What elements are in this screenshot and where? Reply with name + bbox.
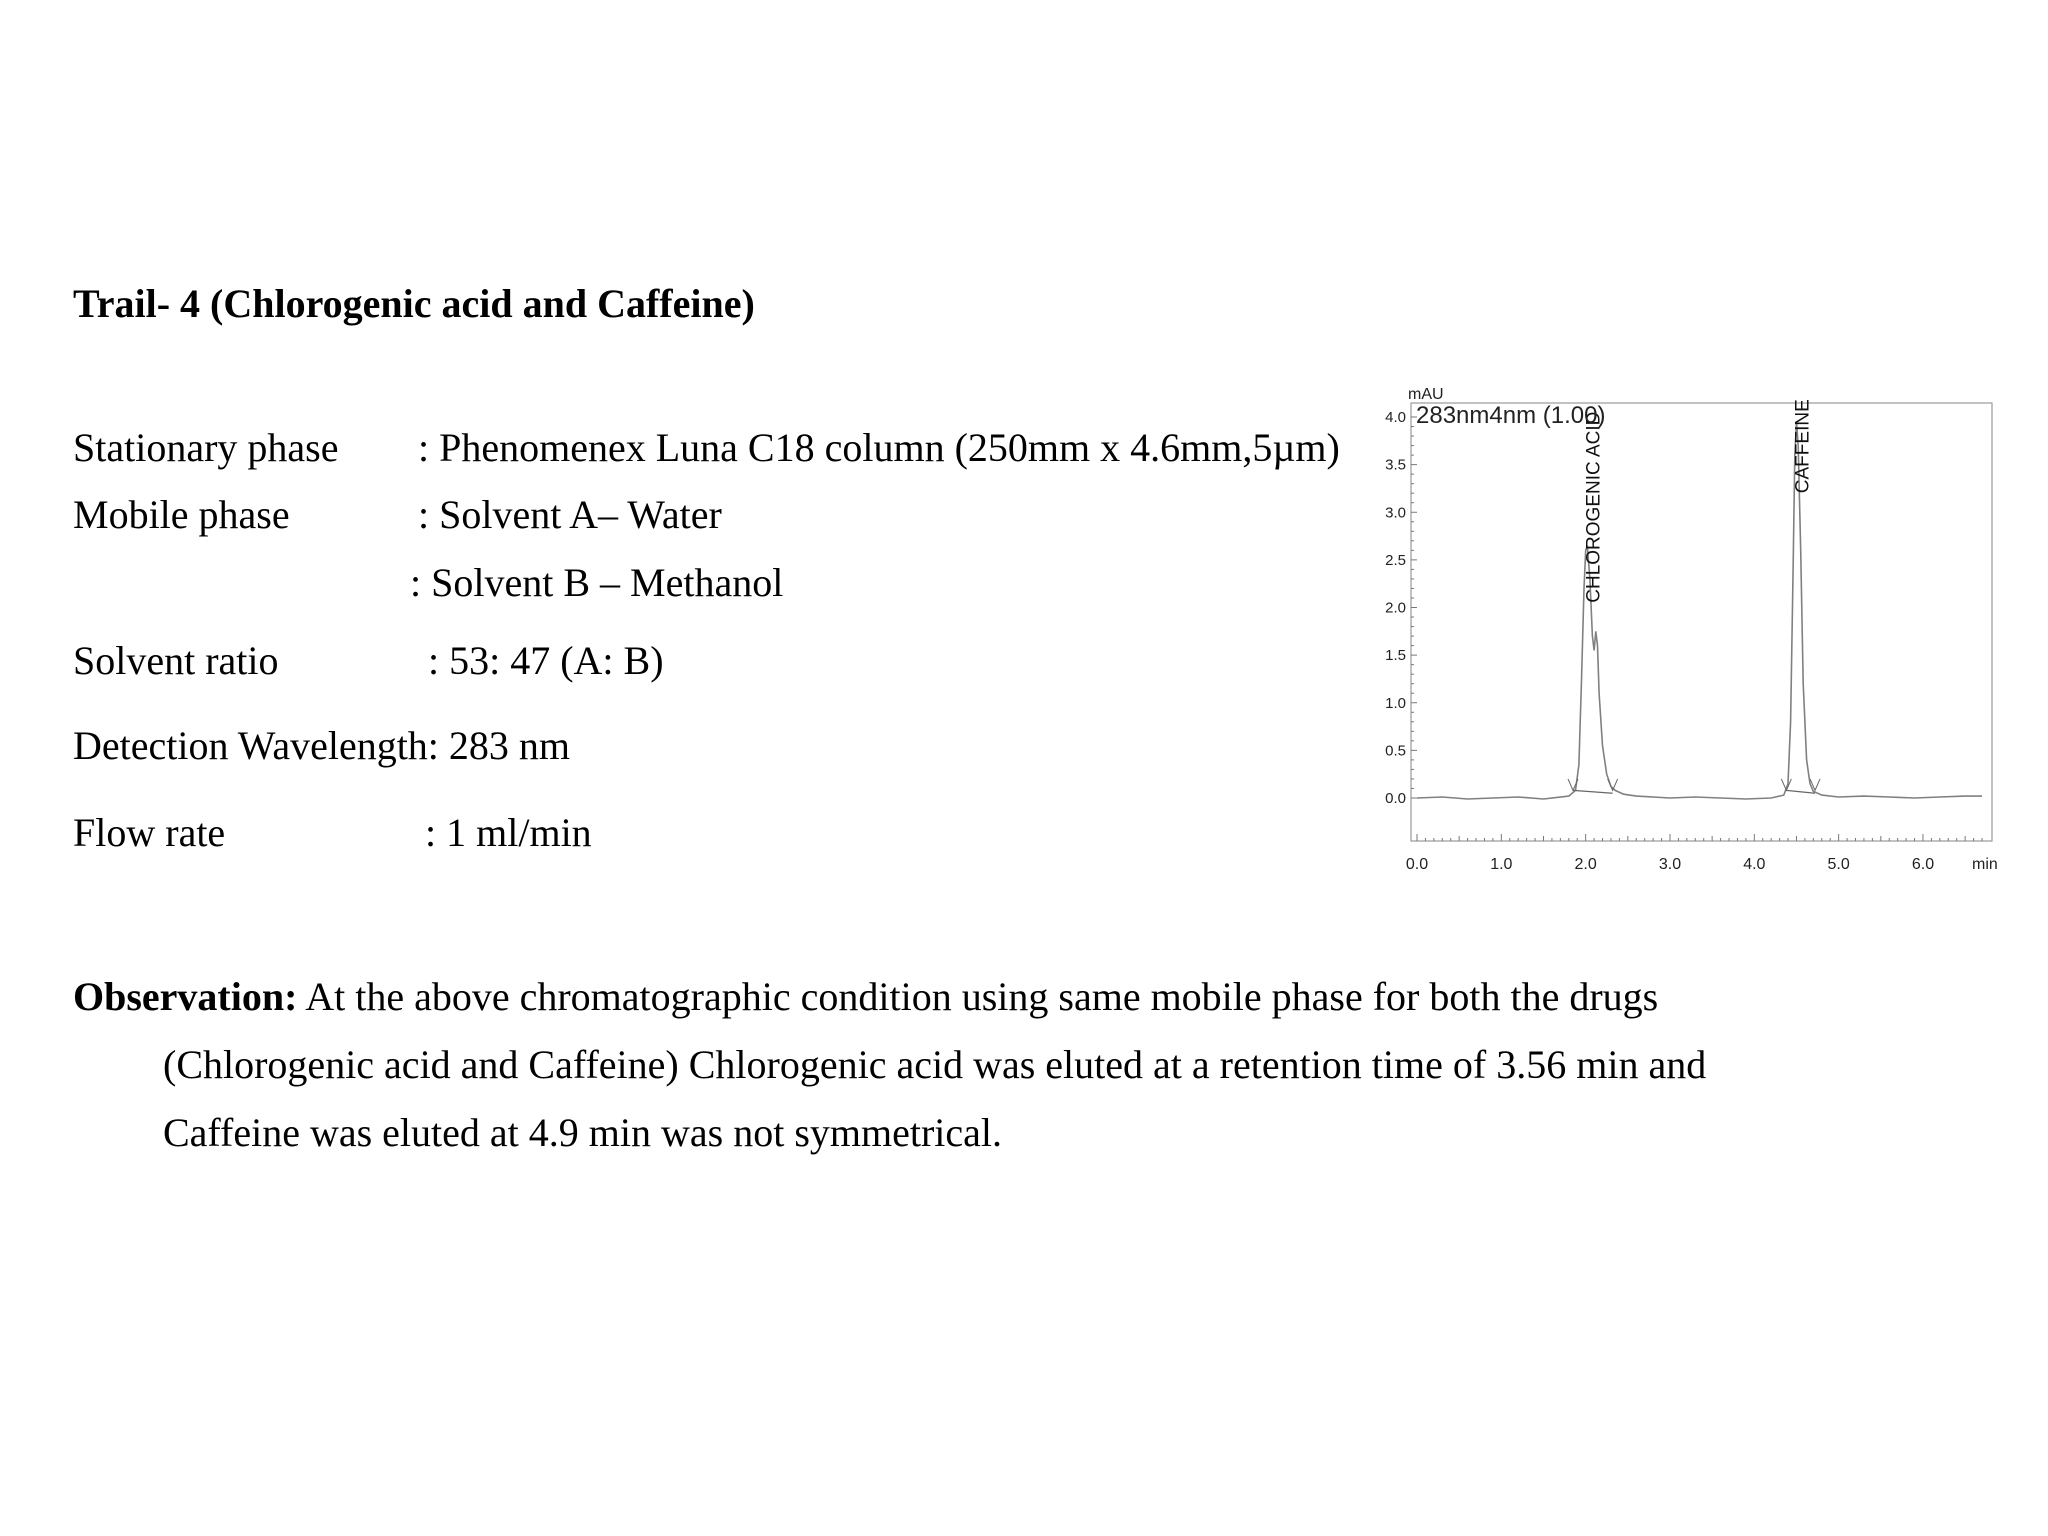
mobile-phase-value-a: : Solvent A– Water <box>418 492 722 537</box>
flow-rate-label: Flow rate <box>73 810 226 855</box>
stationary-phase-label: Stationary phase <box>73 425 339 470</box>
chart-title: 283nm4nm (1.00) <box>1416 402 1606 429</box>
mobile-phase-value-b: : Solvent B – Methanol <box>410 560 784 605</box>
integration-baseline <box>1786 790 1815 793</box>
flow-rate-value: : 1 ml/min <box>425 810 592 855</box>
observation-line-2: (Chlorogenic acid and Caffeine) Chlorogenic acid was eluted at a retention time of 3.56 min and <box>163 1042 1707 1087</box>
x-tick-label: 0.0 <box>1405 856 1429 873</box>
solvent-ratio-value: : 53: 47 (A: B) <box>428 638 664 683</box>
observation-paragraph <box>73 974 1659 1019</box>
y-tick-label: 1.5 <box>1385 647 1406 665</box>
peak-label: CAFFEINE <box>1792 399 1814 494</box>
y-tick-label: 4.0 <box>1385 409 1406 426</box>
plot-frame <box>1411 403 1992 841</box>
y-tick-label: 0.0 <box>1385 790 1406 807</box>
chromatogram-chart <box>1360 370 2010 890</box>
y-tick-label: 2.0 <box>1385 599 1406 617</box>
observation-line-3: Caffeine was eluted at 4.9 min was not symmetrical. <box>163 1110 1003 1155</box>
x-tick-label: 6.0 <box>1911 856 1935 873</box>
peak-annotations <box>1568 399 1820 793</box>
chromatogram-trace <box>1417 422 1982 799</box>
observation-line-1: At the above chromatographic condition using same mobile phase for both the drugs <box>305 974 1659 1019</box>
stationary-phase-value: : Phenomenex Luna C18 column (250mm x 4.6mm,5µm) <box>418 425 1340 470</box>
observation-label: Observation: <box>73 974 298 1019</box>
y-tick-label: 0.5 <box>1385 742 1406 760</box>
x-tick-label: 3.0 <box>1658 856 1682 873</box>
x-tick-label: 1.0 <box>1490 856 1513 873</box>
detection-wavelength: Detection Wavelength: 283 nm <box>73 723 571 768</box>
y-tick-label: 3.0 <box>1385 504 1406 522</box>
x-tick-label: 4.0 <box>1743 856 1766 873</box>
x-tick-label: 2.0 <box>1574 856 1597 873</box>
solvent-ratio-label: Solvent ratio <box>73 638 279 683</box>
x-axis-unit: min <box>1972 856 1998 873</box>
chart-axes <box>1385 409 1982 873</box>
y-tick-label: 1.0 <box>1385 694 1406 712</box>
y-tick-label: 3.5 <box>1385 456 1406 474</box>
document-title: Trail- 4 (Chlorogenic acid and Caffeine) <box>73 281 755 326</box>
integration-baseline <box>1573 790 1613 793</box>
y-axis-unit: mAU <box>1408 386 1444 403</box>
mobile-phase-label: Mobile phase <box>73 492 290 537</box>
peak-label: CHLOROGENIC ACID <box>1583 411 1605 603</box>
y-tick-label: 2.5 <box>1385 551 1406 569</box>
x-tick-label: 5.0 <box>1827 856 1850 873</box>
